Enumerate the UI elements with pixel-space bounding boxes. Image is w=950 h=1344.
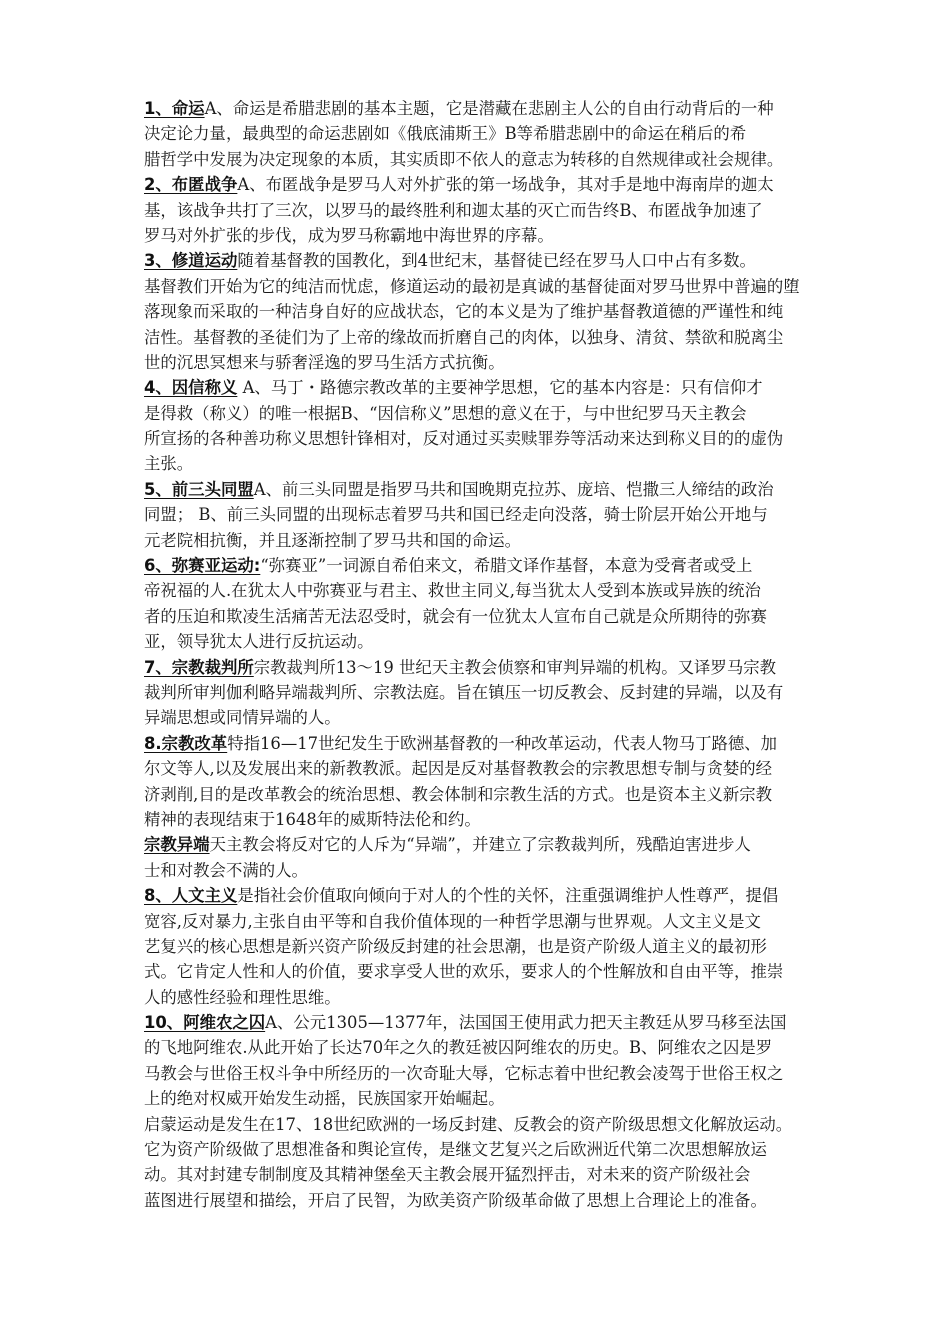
definition-line: 蓝图进行展望和描绘，开启了民智，为欧美资产阶级革命做了思想上合理论上的准备。 [144, 1190, 767, 1210]
entry-heresy [144, 832, 884, 883]
definition-line: 亚，领导犹太人进行反抗运动。 [144, 632, 374, 652]
term-heading: 宗教异端 [144, 835, 210, 855]
entry-punic-wars [144, 172, 884, 248]
definition-line: 洁性。基督教的圣徒们为了上帝的缘故而折磨自己的肉体，以独身、清贫、禁欲和脱离尘 [144, 327, 784, 347]
definition-text: 宗教裁判所13～19 世纪天主教会侦察和审判异端的机构。又译罗马宗教 [253, 657, 776, 677]
term-heading: 1、命运 [144, 99, 205, 118]
term-heading: 6、弥赛亚运动: [144, 556, 261, 576]
entry-messiah-movement [144, 553, 884, 655]
entry-first-line: 启蒙运动是发生在17、18世纪欧洲的一场反封建、反教会的资产阶级思想文化解放运动。 [144, 1114, 793, 1134]
document-page [144, 96, 884, 1213]
definition-line: 人的感性经验和理性思维。 [144, 987, 341, 1007]
entry-humanism [144, 883, 884, 1010]
definition-line: 裁判所审判伽利略异端裁判所、宗教法庭。旨在镇压一切反教会、反封建的异端，以及有 [144, 682, 784, 702]
entry-monastic-movement [144, 248, 884, 375]
entry-reformation [144, 731, 884, 833]
term-heading: 8.宗教改革 [144, 733, 228, 753]
term-heading: 5、前三头同盟 [144, 479, 254, 499]
definition-line: 它为资产阶级做了思想准备和舆论宣传，是继文艺复兴之后欧洲近代第二次思想解放运 [144, 1140, 767, 1160]
definition-line: 决定论力量，最典型的命运悲剧如《俄底浦斯王》B等希腊悲剧中的命运在稍后的希 [144, 124, 747, 144]
definition-text: A、前三头同盟是指罗马共和国晚期克拉苏、庞培、恺撒三人缔结的政治 [253, 479, 774, 499]
term-heading: 7、宗教裁判所 [144, 657, 254, 677]
definition-line: 马教会与世俗王权斗争中所经历的一次奇耻大辱，它标志着中世纪教会凌驾于世俗王权之 [144, 1063, 784, 1083]
entry-first-triumvirate [144, 477, 884, 553]
entry-inquisition [144, 655, 884, 731]
definition-text: A、布匿战争是罗马人对外扩张的第一场战争，其对手是地中海南岸的迦太 [237, 175, 774, 195]
definition-line: 的飞地阿维农.从此开始了长达70年之久的教廷被囚阿维农的历史。B、阿维农之囚是罗 [144, 1038, 773, 1058]
definition-text: 特指16—17世纪发生于欧洲基督教的一种改革运动，代表人物马丁路德、加 [227, 733, 778, 753]
entry-first-line [144, 1010, 884, 1035]
term-heading: 2、布匿战争 [144, 175, 238, 195]
definition-line: 帝祝福的人.在犹太人中弥赛亚与君主、救世主同义,每当犹太人受到本族或异族的统治 [144, 581, 761, 601]
definition-line: 动。其对封建专制制度及其精神堡垒天主教会展开猛烈抨击，对未来的资产阶级社会 [144, 1165, 751, 1185]
definition-line: 士和对教会不满的人。 [144, 860, 308, 880]
definition-line: 式。它肯定人性和人的价值，要求享受人世的欢乐，要求人的个性解放和自由平等，推崇 [144, 962, 784, 982]
definition-line: 基，该战争共打了三次，以罗马的最终胜利和迦太基的灭亡而告终B、布匿战争加速了 [144, 200, 763, 220]
entry-first-line [144, 96, 884, 121]
entry-first-line [144, 832, 884, 857]
definition-line: 异端思想或同情异端的人。 [144, 708, 341, 728]
entry-first-line [144, 883, 884, 908]
definition-line: 同盟； B、前三头同盟的出现标志着罗马共和国已经走向没落，骑士阶层开始公开地与 [144, 505, 768, 525]
entry-enlightenment [144, 1112, 884, 1214]
entry-first-line [144, 731, 884, 756]
definition-line: 罗马对外扩张的步伐，成为罗马称霸地中海世界的序幕。 [144, 225, 554, 245]
definition-text: “弥赛亚”一词源自希伯来文，希腊文译作基督，本意为受膏者或受上 [260, 556, 753, 576]
entry-fate [144, 96, 884, 172]
definition-text: 天主教会将反对它的人斥为“异端”，并建立了宗教裁判所，残酷迫害进步人 [209, 835, 751, 855]
term-heading: 10、阿维农之囚 [144, 1013, 266, 1033]
definition-line: 艺复兴的核心思想是新兴资产阶级反封建的社会思潮，也是资产阶级人道主义的最初形 [144, 936, 767, 956]
entry-first-line [144, 553, 884, 578]
term-heading: 3、修道运动 [144, 251, 238, 271]
definition-line: 主张。 [144, 454, 194, 474]
definition-line: 济剥削,目的是改革教会的统治思想、教会体制和宗教生活的方式。也是资本主义新宗教 [144, 784, 773, 804]
definition-line: 精神的表现结束于1648年的威斯特法伦和约。 [144, 809, 481, 829]
definition-text: A、公元1305—1377年，法国国王使用武力把天主教廷从罗马移至法国 [265, 1013, 787, 1033]
entry-avignon-papacy [144, 1010, 884, 1112]
definition-line: 腊哲学中发展为决定现象的本质，其实质即不依人的意志为转移的自然规律或社会规律。 [144, 149, 784, 169]
entry-first-line [144, 655, 884, 680]
definition-line: 所宣扬的各种善功称义思想针锋相对，反对通过买卖赎罪券等活动来达到称义目的的虚伪 [144, 429, 784, 449]
definition-line: 基督教们开始为它的纯洁而忧虑，修道运动的最初是真诚的基督徒面对罗马世界中普遍的堕 [144, 276, 800, 296]
definition-line: 世的沉思冥想来与骄奢淫逸的罗马生活方式抗衡。 [144, 352, 505, 372]
definition-line: 落现象而采取的一种洁身自好的应战状态，它的本义是为了维护基督教道德的严谨性和纯 [144, 302, 784, 322]
term-heading: 8、人文主义 [144, 886, 238, 906]
definition-line: 上的绝对权威开始发生动摇，民族国家开始崛起。 [144, 1089, 505, 1109]
entry-first-line [144, 248, 884, 273]
definition-line: 元老院相抗衡，并且逐渐控制了罗马共和国的命运。 [144, 530, 521, 550]
definition-text: A、马丁・路德宗教改革的主要神学思想，它的基本内容是：只有信仰才 [237, 378, 763, 398]
definition-text: A、命运是希腊悲剧的基本主题，它是潜藏在悲剧主人公的自由行动背后的一种 [204, 99, 774, 118]
entry-justification-by-faith [144, 375, 884, 477]
definition-text: 随着基督教的国教化，到4世纪末，基督徒已经在罗马人口中占有多数。 [237, 251, 756, 271]
definition-line: 宽容,反对暴力,主张自由平等和自我价值体现的一种哲学思潮与世界观。人文主义是文 [144, 911, 761, 931]
term-heading: 4、因信称义 [144, 378, 238, 398]
entry-first-line [144, 375, 884, 400]
definition-text: 是指社会价值取向倾向于对人的个性的关怀，注重强调维护人性尊严，提倡 [237, 886, 779, 906]
definition-line: 尔文等人,以及发展出来的新教教派。起因是反对基督教教会的宗教思想专制与贪婪的经 [144, 759, 773, 779]
definition-line: 是得救（称义）的唯一根据B、“因信称义”思想的意义在于，与中世纪罗马天主教会 [144, 403, 747, 423]
entry-first-line [144, 477, 884, 502]
entry-first-line [144, 172, 884, 197]
definition-line: 者的压迫和欺凌生活痛苦无法忍受时，就会有一位犹太人宣布自己就是众所期待的弥赛 [144, 606, 767, 626]
